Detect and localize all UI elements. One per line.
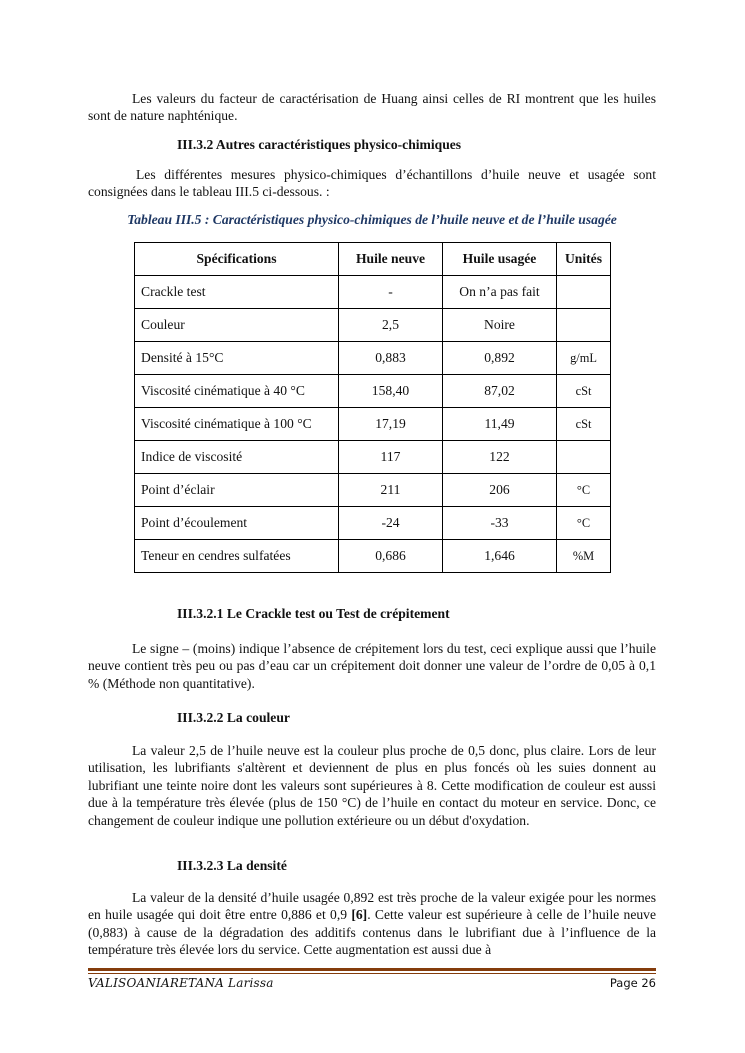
cell-neuve: 2,5 — [339, 309, 443, 342]
cell-usagee: Noire — [443, 309, 557, 342]
section-332-paragraph-text: Les différentes mesures physico-chimiques d’échantillons d’huile neuve et usagée sont consignées dans le tableau III.5 ci-dessous. : — [88, 167, 656, 200]
characteristics-table — [134, 242, 611, 573]
section-3321-paragraph — [88, 640, 656, 692]
cell-spec: Viscosité cinématique à 100 °C — [135, 408, 339, 441]
cell-usagee: 0,892 — [443, 342, 557, 375]
footer-author: VALISOANIARETANA Larissa — [88, 976, 274, 990]
cell-usagee: 206 — [443, 474, 557, 507]
table-row — [135, 276, 611, 309]
section-3322-paragraph — [88, 742, 656, 829]
table-row — [135, 309, 611, 342]
cell-spec: Couleur — [135, 309, 339, 342]
cell-usagee: -33 — [443, 507, 557, 540]
table-caption: Tableau III.5 : Caractéristiques physico-chimiques de l’huile neuve et de l’huile usagée — [127, 212, 617, 227]
header-huile-usagee: Huile usagée — [443, 243, 557, 276]
cell-neuve: 117 — [339, 441, 443, 474]
cell-spec: Indice de viscosité — [135, 441, 339, 474]
cell-spec: Viscosité cinématique à 40 °C — [135, 375, 339, 408]
cell-neuve: 211 — [339, 474, 443, 507]
section-3321-paragraph-text: Le signe – (moins) indique l’absence de crépitement lors du test, ceci explique aussi que l’huile neuve contient très peu ou pas d’eau car un crépitement doit donner une valeur de l’ordre de 0,05 à 0,1 % (Méthode non quantitative). — [88, 641, 656, 691]
cell-spec: Point d’éclair — [135, 474, 339, 507]
cell-unit — [557, 441, 611, 474]
table-row — [135, 474, 611, 507]
section-3322-paragraph-text: La valeur 2,5 de l’huile neuve est la couleur plus proche de 0,5 donc, plus claire. Lors de leur utilisation, les lubrifiants s'altèrent et deviennent de plus en plus foncés où les suies donnent au lubrifiant une teinte noire dont les valeurs sont supérieures à 8. Cette modification de couleur est aussi due à la température très élevée (plus de 150 °C) de l’huile en contact du moteur en service. Donc, ce changement de couleur indique une pollution extérieure ou un début d'oxydation. — [88, 743, 656, 828]
cell-neuve: 0,883 — [339, 342, 443, 375]
table-row — [135, 441, 611, 474]
cell-unit: cSt — [557, 408, 611, 441]
cell-neuve: 0,686 — [339, 540, 443, 573]
cell-unit: °C — [557, 507, 611, 540]
table-row — [135, 408, 611, 441]
cell-unit — [557, 276, 611, 309]
cell-unit: %M — [557, 540, 611, 573]
cell-usagee: 87,02 — [443, 375, 557, 408]
header-specifications: Spécifications — [135, 243, 339, 276]
intro-paragraph — [88, 90, 656, 125]
footer-rule — [88, 968, 656, 971]
table-header-row — [135, 243, 611, 276]
footer-rule-thin — [88, 973, 656, 974]
cell-unit: °C — [557, 474, 611, 507]
cell-neuve: 17,19 — [339, 408, 443, 441]
section-3323-paragraph — [88, 889, 656, 959]
section-heading-3322: III.3.2.2 La couleur — [177, 710, 290, 725]
header-unites: Unités — [557, 243, 611, 276]
table-row — [135, 342, 611, 375]
header-huile-neuve: Huile neuve — [339, 243, 443, 276]
cell-spec: Point d’écoulement — [135, 507, 339, 540]
cell-usagee: 11,49 — [443, 408, 557, 441]
cell-unit: g/mL — [557, 342, 611, 375]
cell-unit: cSt — [557, 375, 611, 408]
cell-unit — [557, 309, 611, 342]
cell-neuve: 158,40 — [339, 375, 443, 408]
cell-neuve: -24 — [339, 507, 443, 540]
cell-usagee: 122 — [443, 441, 557, 474]
citation-reference: [6] — [351, 907, 368, 923]
cell-usagee: On n’a pas fait — [443, 276, 557, 309]
intro-paragraph-text: Les valeurs du facteur de caractérisation de Huang ainsi celles de RI montrent que les huiles sont de nature naphténique. — [88, 91, 656, 124]
section-3323-text-b: . Cette valeur est supérieure à celle de l’huile neuve (0,883) à cause de la dégradation des additifs contenus dans le lubrifiant due à l’influence de la température très élevée lors du service. Cette augmentation est aussi due à — [88, 907, 656, 958]
section-heading-3323: III.3.2.3 La densité — [177, 858, 287, 873]
cell-spec: Crackle test — [135, 276, 339, 309]
cell-spec: Teneur en cendres sulfatées — [135, 540, 339, 573]
cell-neuve: - — [339, 276, 443, 309]
section-3323-text-a: La valeur de la densité d’huile usagée 0,892 est très proche de la valeur exigée pour les normes en huile usagée qui doit être entre 0,886 et 0,9 — [88, 890, 656, 923]
table-row — [135, 540, 611, 573]
section-heading-3321: III.3.2.1 Le Crackle test ou Test de crépitement — [177, 606, 450, 621]
cell-usagee: 1,646 — [443, 540, 557, 573]
cell-spec: Densité à 15°C — [135, 342, 339, 375]
footer-page-number: Page 26 — [609, 976, 656, 990]
section-332-paragraph — [88, 166, 656, 201]
section-heading-332: III.3.2 Autres caractéristiques physico-chimiques — [177, 137, 462, 152]
table-row — [135, 375, 611, 408]
table-row — [135, 507, 611, 540]
